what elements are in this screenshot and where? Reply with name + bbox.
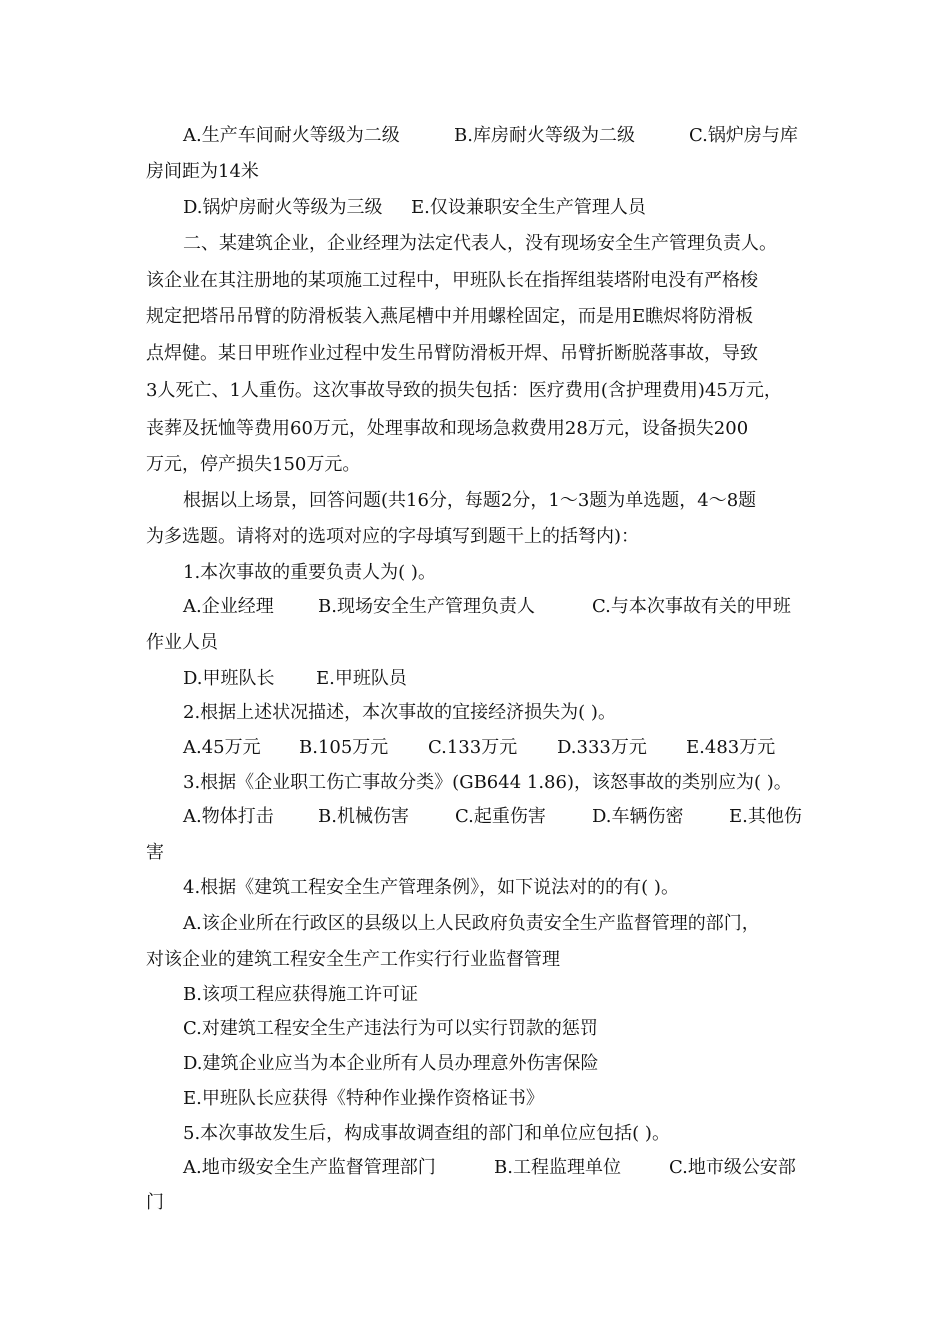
text-line [0, 628, 950, 658]
text-segment: C.起重伤害 [455, 806, 546, 827]
text-segment: A.生产车间耐火等级为二级 [183, 125, 400, 146]
text-line [0, 522, 950, 552]
text-line [0, 193, 950, 223]
text-segment: D.建筑企业应当为本企业所有人员办理意外伤害保险 [183, 1053, 599, 1074]
text-line [0, 909, 950, 939]
text-segment: 4.根据《建筑工程安全生产管理条例》，如下说法对的的有( )。 [183, 877, 679, 898]
text-line [0, 558, 950, 588]
text-segment: B.该项工程应获得施工许可证 [183, 984, 418, 1005]
text-line [0, 414, 950, 444]
text-segment: 3人死亡、1人重伤。这次事故导致的损失包括：医疗费用(含护理费用)45万元， [146, 380, 782, 401]
text-segment: C.锅炉房与库 [689, 125, 798, 146]
text-line [0, 229, 950, 259]
text-segment: A.地市级安全生产监督管理部门 [183, 1157, 436, 1178]
text-segment: A.该企业所在行政区的县级以上人民政府负责安全生产监督管理的部门， [183, 913, 760, 934]
text-segment: E.甲班队长应获得《特种作业操作资格证书》 [183, 1088, 544, 1109]
text-segment: 根据以上场景，回答问题(共16分，每题2分，1～3题为单选题，4～8题 [183, 490, 757, 511]
text-segment: 房间距为14米 [146, 161, 259, 182]
text-segment: E.483万元 [686, 737, 776, 758]
text-segment: 2.根据上述状况描述，本次事故的宜接经济损失为( )。 [183, 702, 616, 723]
text-line [0, 768, 950, 798]
text-line [0, 698, 950, 728]
text-segment: 规定把塔吊吊臂的防滑板装入燕尾槽中并用螺栓固定，而是用E瞧烬将防滑板 [146, 306, 754, 327]
text-segment: C.133万元 [428, 737, 518, 758]
text-line [0, 157, 950, 187]
text-line [0, 339, 950, 369]
text-segment: 万元，停产损失150万元。 [146, 454, 361, 475]
text-segment: C.地市级公安部 [669, 1157, 796, 1178]
text-segment: A.45万元 [183, 737, 261, 758]
text-segment: 作业人员 [146, 632, 218, 653]
text-segment: 害 [146, 842, 164, 863]
text-line [0, 945, 950, 975]
text-line [0, 121, 950, 151]
text-line [0, 450, 950, 480]
text-segment: B.105万元 [299, 737, 389, 758]
text-segment: 3.根据《企业职工伤亡事故分类》(GB644 1.86)，该怒事故的类别应为( )。 [183, 772, 792, 793]
text-line [0, 873, 950, 903]
text-segment: B.库房耐火等级为二级 [454, 125, 635, 146]
text-segment: 丧葬及抚恤等费用60万元，处理事故和现场急救费用28万元，设备损失200 [146, 418, 749, 439]
text-segment: 门 [146, 1192, 164, 1213]
text-line [0, 1153, 950, 1183]
text-line [0, 376, 950, 406]
text-segment: B.机械伤害 [318, 806, 409, 827]
text-line [0, 592, 950, 622]
text-line [0, 1014, 950, 1044]
text-segment: 二、某建筑企业，企业经理为法定代表人，没有现场安全生产管理负责人。 [183, 233, 777, 254]
text-segment: B.现场安全生产管理负责人 [318, 596, 535, 617]
text-segment: 为多选题。请将对的选项对应的字母填写到题干上的括弩内)： [146, 526, 640, 547]
text-segment: 5.本次事故发生后，构成事故调查组的部门和单位应包括( )。 [183, 1123, 670, 1144]
text-line [0, 1119, 950, 1149]
text-segment: E.其他伤 [729, 806, 802, 827]
text-line [0, 302, 950, 332]
text-segment: 该企业在其注册地的某项施工过程中，甲班队长在指挥组装塔附电没有严格梭 [146, 270, 758, 291]
text-line [0, 266, 950, 296]
text-segment: C.与本次事故有关的甲班 [592, 596, 791, 617]
text-segment: D.甲班队长 [183, 668, 275, 689]
text-segment: E.甲班队员 [316, 668, 407, 689]
text-segment: 点焊健。某日甲班作业过程中发生吊臂防滑板开焊、吊臂折断脱落事故，导致 [146, 343, 758, 364]
text-segment: D.车辆伤密 [592, 806, 684, 827]
text-segment: D.333万元 [557, 737, 647, 758]
text-segment: D.锅炉房耐火等级为三级 [183, 197, 383, 218]
text-line [0, 1049, 950, 1079]
text-line [0, 980, 950, 1010]
text-segment: A.物体打击 [183, 806, 274, 827]
text-line [0, 664, 950, 694]
text-line [0, 486, 950, 516]
text-line [0, 733, 950, 763]
text-segment: E.仅设兼职安全生产管理人员 [411, 197, 646, 218]
text-line [0, 838, 950, 868]
text-line [0, 802, 950, 832]
text-segment: C.对建筑工程安全生产违法行为可以实行罚款的惩罚 [183, 1018, 598, 1039]
text-segment: B.工程监理单位 [494, 1157, 621, 1178]
text-segment: 1.本次事故的重要负责人为( )。 [183, 562, 436, 583]
text-segment: 对该企业的建筑工程安全生产工作实行行业监督管理 [146, 949, 560, 970]
text-segment: A.企业经理 [183, 596, 274, 617]
text-line [0, 1084, 950, 1114]
text-line [0, 1188, 950, 1218]
